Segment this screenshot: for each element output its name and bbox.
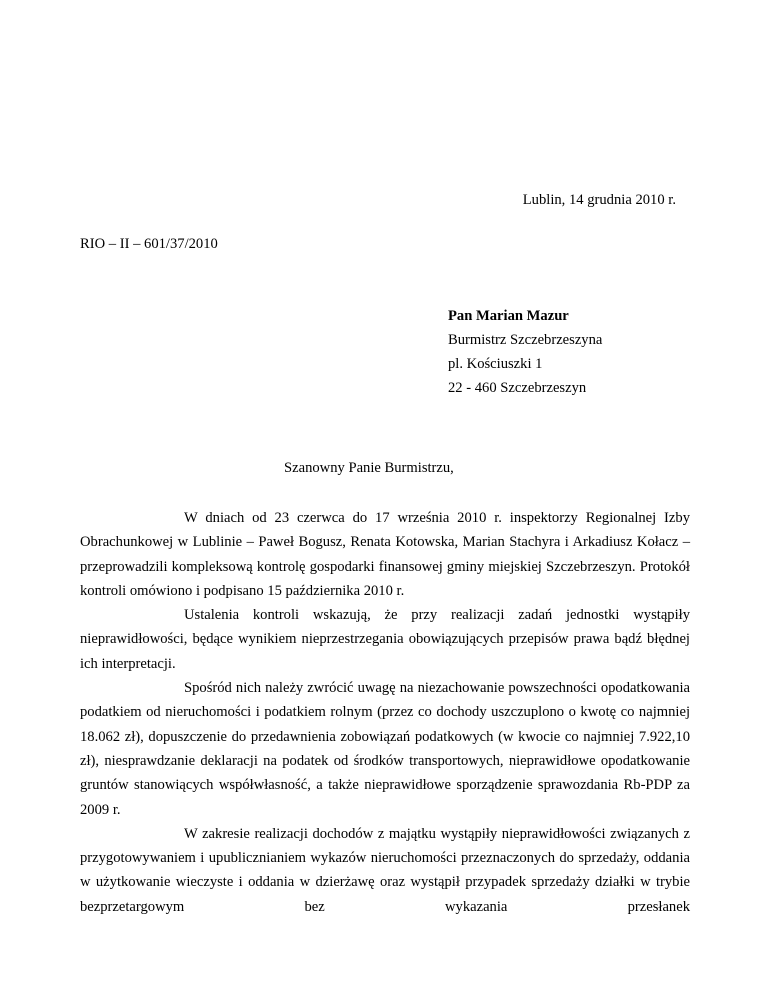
reference-number: RIO – II – 601/37/2010 xyxy=(80,236,218,252)
recipient-name: Pan Marian Mazur xyxy=(448,308,569,324)
recipient-street: pl. Kościuszki 1 xyxy=(448,356,543,372)
paragraph: Ustalenia kontroli wskazują, że przy realizacji zadań jednostki wystąpiły nieprawidłowości, będące wynikiem nieprzestrzegania obowiązujących przepisów prawa bądź błędnej ich interpretacji. xyxy=(80,607,690,672)
recipient-address xyxy=(448,304,602,400)
recipient-city: 22 - 460 Szczebrzeszyn xyxy=(448,380,587,396)
place-date: Lublin, 14 grudnia 2010 r. xyxy=(522,192,676,208)
paragraph: W zakresie realizacji dochodów z majątku wystąpiły nieprawidłowości związanych z przygotowywaniem i upublicznianiem wykazów nieruchomości przeznaczonych do sprzedaży, oddania w użytkowanie wieczyste i oddania w dzierżawę oraz wystąpił przypadek sprzedaży działki w trybie bezprzetargowym bez wykazania przesłanek xyxy=(80,825,690,915)
salutation: Szanowny Panie Burmistrzu, xyxy=(284,460,454,476)
letter-body xyxy=(80,506,690,919)
paragraph: Spośród nich należy zwrócić uwagę na niezachowanie powszechności opodatkowania podatkiem od nieruchomości i podatkiem rolnym (przez co dochody uszczuplono o kwotę co najmniej 18.062 zł), dopuszczenie do przedawnienia zobowiązań podatkowych (w kwocie co najmniej 7.922,10 zł), niesprawdzanie deklaracji na podatek od środków transportowych, nieprawidłowe opodatkowanie gruntów stanowiących współwłasność, a także nieprawidłowe sporządzenie sprawozdania Rb-PDP za 2009 r. xyxy=(80,680,690,818)
recipient-title: Burmistrz Szczebrzeszyna xyxy=(448,332,603,348)
paragraph: W dniach od 23 czerwca do 17 września 2010 r. inspektorzy Regionalnej Izby Obrachunkowej w Lublinie – Paweł Bogusz, Renata Kotowska, Marian Stachyra i Arkadiusz Kołacz – przeprowadzili kompleksową kontrolę gospodarki finansowej gminy miejskiej Szczebrzeszyn. Protokół kontroli omówiono i podpisano 15 października 2010 r. xyxy=(80,510,690,599)
